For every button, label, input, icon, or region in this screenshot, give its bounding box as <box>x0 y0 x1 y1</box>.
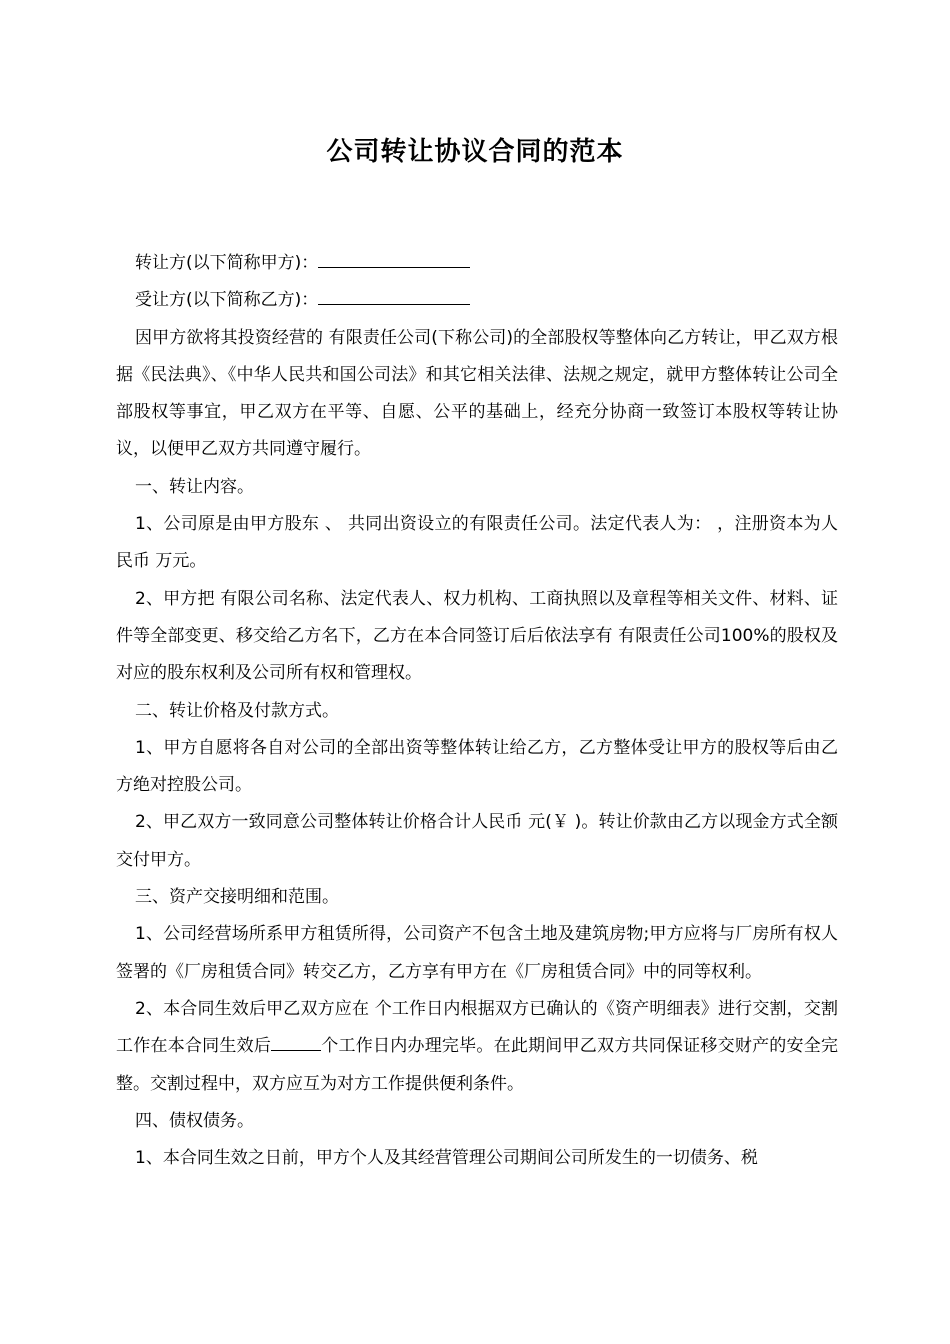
section-4-heading: 四、债权债务。 <box>135 1110 254 1131</box>
section-1-heading: 一、转让内容。 <box>135 476 254 497</box>
section-2-paragraph-1: 1、甲方自愿将各自对公司的全部出资等整体转让给乙方，乙方整体受让甲方的股权等后由乙方绝对控股公司。 <box>116 737 838 796</box>
section-3-paragraph-2-part-b: 个工作日内办理完毕。在此期间甲乙双方共同保证移交财产的安全完整。交割过程中，双方应互为对方工作提供便利条件。 <box>116 1036 838 1094</box>
section-3-heading: 三、资产交接明细和范围。 <box>135 887 339 908</box>
transferee-line <box>116 282 838 319</box>
section-4-paragraph-1: 1、本合同生效之日前，甲方个人及其经营管理公司期间公司所发生的一切债务、税 <box>135 1148 758 1169</box>
transferor-line <box>116 245 838 282</box>
document-body <box>116 245 838 1177</box>
section-2-paragraph-2: 2、甲乙双方一致同意公司整体转让价格合计人民币 元(￥ )。转让价款由乙方以现金方式全额交付甲方。 <box>116 812 838 870</box>
transferee-label: 受让方(以下简称乙方)： <box>135 290 319 311</box>
section-1-paragraph-2: 2、甲方把 有限公司名称、法定代表人、权力机构、工商执照以及章程等相关文件、材料、证件等全部变更、移交给乙方名下，乙方在本合同签订后后依法享有 有限责任公司100%的股权及对应的股东权利及公司所有权和管理权。 <box>116 588 838 684</box>
transferor-blank <box>318 249 470 268</box>
document-title: 公司转让协议合同的范本 <box>326 137 624 167</box>
section-1-paragraph-1: 1、公司原是由甲方股东 、 共同出资设立的有限责任公司。法定代表人为： ，注册资本为人民币 万元。 <box>116 514 838 572</box>
section-3-paragraph-1: 1、公司经营场所系甲方租赁所得，公司资产不包含土地及建筑房物;甲方应将与厂房所有权人签署的《厂房租赁合同》转交乙方，乙方享有甲方在《厂房租赁合同》中的同等权利。 <box>116 924 838 982</box>
intro-paragraph: 因甲方欲将其投资经营的 有限责任公司(下称公司)的全部股权等整体向乙方转让，甲乙双方根据《民法典》、《中华人民共和国公司法》和其它相关法律、法规之规定，就甲方整体转让公司全部股权等事宜，甲乙双方在平等、自愿、公平的基础上，经充分协商一致签订本股权等转让协议，以便甲乙双方共同遵守履行。 <box>116 327 838 460</box>
transferor-label: 转让方(以下简称甲方)： <box>135 253 319 273</box>
workdays-blank <box>271 1032 321 1051</box>
section-3-paragraph-2-part-a: 2、本合同生效后甲乙双方应在 个工作日内根据双方已确认的《资产明细表》进行交割，交割工作在本合同生效后 <box>116 998 838 1057</box>
section-3-paragraph-2 <box>116 991 838 1103</box>
section-2-heading: 二、转让价格及付款方式。 <box>135 700 339 721</box>
transferee-blank <box>318 286 470 305</box>
